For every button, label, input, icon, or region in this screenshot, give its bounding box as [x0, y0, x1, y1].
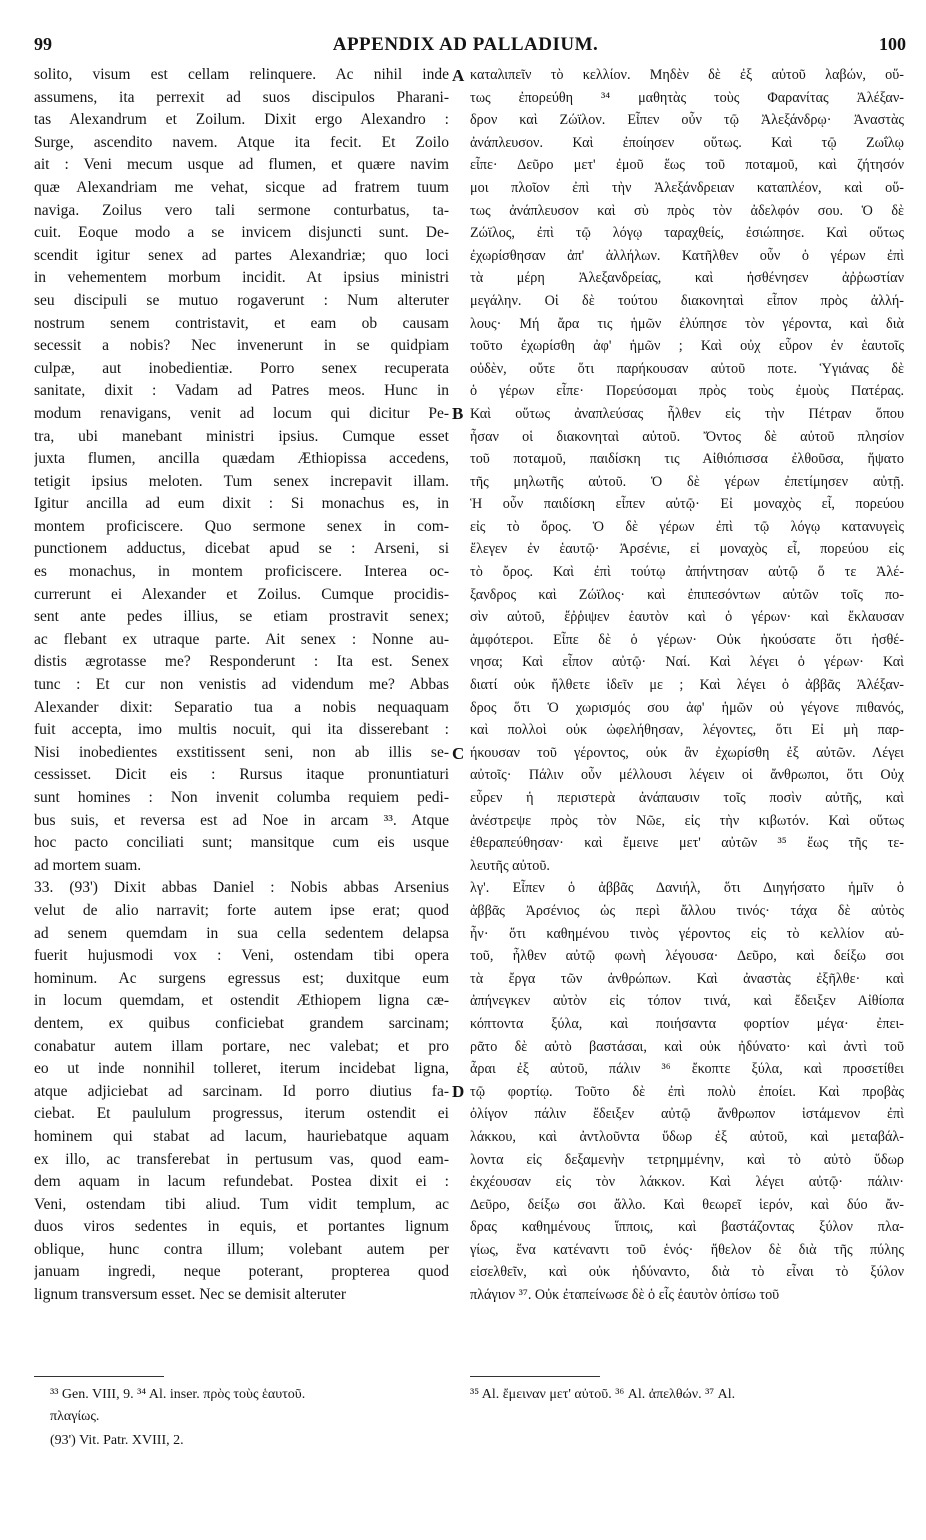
running-title: APPENDIX AD PALLADIUM.: [332, 34, 599, 55]
latin-text-line: oblique, hunc contra illum; volebant autem per: [34, 1240, 449, 1258]
greek-text-line: εἶπε· Δεῦρο μετ' ἐμοῦ ἕως τοῦ ποταμοῦ, καὶ ζήτησόν: [470, 157, 904, 174]
latin-text-line: sanitate, dixit : Vadam ad Patres meos. Hunc in: [34, 382, 449, 400]
latin-text-line: Veni, ostendam tibi aliud. Tum vidit templum, ac: [34, 1195, 449, 1213]
greek-text-line: μεγάλην. Οἱ δὲ τούτου διακονηταὶ εἶπον πρὸς ἀλλή-: [470, 292, 904, 309]
margin-marker-c: C: [452, 744, 465, 763]
greek-text-line: ἐκχέουσαν εἰς τὸν λάκκον. Καὶ λέγει αὐτῷ· πάλιν·: [470, 1174, 904, 1191]
latin-text-line: atque adjiciebat ad sarcinam. Id porro diutius fa-: [34, 1082, 449, 1100]
greek-text-line: ἔλεγεν ἐν ἑαυτῷ· Ἀρσένιε, εἰ μοναχὸς εἶ, πορεύου εἰς: [470, 541, 904, 558]
greek-text-line: δρος ὅτι Ὁ χωρισμός σου ἀφ' ἡμῶν οὐ γέγονε πιθανός,: [470, 699, 904, 716]
latin-text-line: eo ut inde nonnihil tolleret, iterum incidebat ligna,: [34, 1060, 449, 1078]
greek-text-line: Ζώϊλος, ἐπὶ τῷ λόγῳ ταραχθείς, ἐσιώπησε. Καὶ οὕτως: [470, 225, 904, 242]
footnote-left-line: ³³ Gen. VIII, 9. ³⁴ Al. inser. πρὸς τοὺς ἑαυτοῦ.: [50, 1387, 306, 1402]
latin-text-line: assumens, ita perrexit ad suos discipulos Pharani-: [34, 88, 449, 106]
greek-text-line: ἀπήνεγκεν αὐτὸν εἰς τόπον τινά, καὶ ἔδειξεν Αἰθίοπα: [470, 993, 904, 1010]
latin-text-line: nostrum senem contristavit, et eam ob causam: [34, 314, 449, 332]
latin-text-line: distis ægrotasse me? Responderunt : Ita est. Senex: [34, 653, 449, 671]
greek-text-line: τοῦτο ἐχωρίσθη ἀφ' ἡμῶν ; Καὶ οὐχ εὗρον ἐν ἑαυτοῖς: [470, 338, 904, 355]
latin-text-line: culpæ, aut inobedientiæ. Porro senex recuperata: [34, 359, 449, 377]
latin-text-line: modum renavigans, venit ad locum qui dicitur Pe-: [34, 404, 449, 422]
greek-text-line: εἰσελθεῖν, καὶ οὐκ ἠδύναντο, διὰ τὸ εἶναι τὸ ξύλον: [470, 1264, 904, 1281]
latin-text-line: naviga. Zoilus vero tali sermone conturbatus, ta-: [34, 201, 449, 219]
latin-text-line: fuit accepta, imo multis nocuit, qui ita disserebant :: [34, 721, 449, 739]
greek-text-line: μοι πλοῖον ἐπὶ τὴν Ἀλεξάνδρειαν καταπλέον, καὶ οὕ-: [470, 179, 904, 196]
latin-text-line: cessisset. Dicit eis : Rursus itaque pronuntiaturi: [34, 766, 449, 784]
greek-text-line: ήκουσαν τοῦ γέροντος, οὐκ ἂν ἐχωρίσθη ἐξ αὐτῶν. Λέγει: [470, 744, 904, 761]
greek-text-line: λοντα εἰς δεξαμενὴν τετρημμένην, καὶ τὸ αὐτὸ ὕδωρ: [470, 1151, 904, 1168]
greek-text-line: τὸ ὄρος. Καὶ ἐπὶ τούτῳ ἀπήντησαν αὐτῷ ὅ τε Ἀλέ-: [470, 564, 904, 581]
greek-text-line: λους· Μή ἄρα τις ἡμῶν ἐλύπησε τὸν γέροντα, καὶ διὰ: [470, 315, 904, 332]
greek-text-line: τως ἀνάπλευσον καὶ σὺ πρὸς τὸν ἀδελφόν σου. Ὁ δὲ: [470, 202, 904, 219]
greek-text-line: κόπτοντα ξύλα, καὶ ποιήσαντα φορτίον μέγα· ἐπει-: [470, 1015, 904, 1032]
greek-text-line: λάκκου, καὶ ἀντλοῦντα ὕδωρ ἐξ αὐτοῦ, καὶ μεταβάλ-: [470, 1128, 904, 1145]
latin-text-line: cuit. Eoque modo a se invicem disjuncti sunt. De-: [34, 224, 449, 242]
latin-text-line: montem proficiscere. Quo sermone senex in com-: [34, 517, 449, 535]
footnote-rule-left: [34, 1376, 164, 1377]
greek-text-line: ἀμφότεροι. Εἶπε δὲ ὁ γέρων· Οὐκ ἠκούσατε ὅτι ἠσθέ-: [470, 631, 904, 648]
greek-text-line: λγ'. Εἶπεν ὁ ἀββᾶς Δανιήλ, ὅτι Διηγήσατο ἡμῖν ὁ: [470, 880, 904, 897]
latin-text-line: tas Alexandrum et Zoilum. Dixit ergo Alexandro :: [34, 111, 449, 129]
footnotes-left: [50, 1384, 450, 1428]
latin-text-line: ac flebant ex utraque parte. Ait senex : Nonne au-: [34, 630, 449, 648]
latin-text-line: duos viros sedentes in equis, et portantes lignum: [34, 1218, 449, 1236]
greek-text-line: τως ἐπορεύθη ³⁴ μαθητὰς τοὺς Φαρανίτας Ἀλέξαν-: [470, 89, 904, 106]
greek-text-line: ὁ γέρων εἶπε· Πορεύσομαι πρὸς τοὺς ἐμοὺς Πατέρας.: [470, 383, 904, 400]
greek-text-line: τοῦ, ἦλθεν αὐτῷ φωνὴ λέγουσα· Δεῦρο, καὶ δείξω σοι: [470, 948, 904, 965]
latin-text-line: ad mortem suam.: [34, 856, 142, 874]
margin-marker-a: A: [452, 66, 465, 85]
latin-text-line: 33. (93') Dixit abbas Daniel : Nobis abbas Arsenius: [34, 879, 449, 897]
latin-text-line: hoc pacto conciliati sunt; mansitque cum eis usque: [34, 834, 449, 852]
latin-text-line: conabatur autem illam portare, nec valebat; et pro: [34, 1037, 449, 1055]
latin-text-line: fuerit hujusmodi vox : Veni, ostendam tibi opera: [34, 947, 449, 965]
latin-text-line: seu discipuli se mutuo rogaverunt : Num alteruter: [34, 291, 449, 309]
latin-text-line: ait : Veni mecum usque ad flumen, et quære navim: [34, 156, 449, 174]
greek-text-line: ρᾶτο δὲ αὐτὸ βαστάσαι, καὶ οὐκ ἠδύνατο· καὶ ἀντὶ τοῦ: [470, 1038, 904, 1055]
source-note: [50, 1430, 450, 1452]
latin-text-line: Igitur ancilla ad eum dixit : Si monachus es, in: [34, 495, 449, 513]
latin-text-line: quæ Alexandriam me vehat, sicque ad fratrem tuum: [34, 178, 449, 196]
greek-text-line: τῆς μηλωτῆς αὐτοῦ. Ὁ δὲ γέρων ἐπετίμησεν αὐτῇ.: [470, 473, 904, 490]
latin-text-line: juxta flumen, ancilla quædam Æthiopissa accedens,: [34, 450, 449, 468]
greek-text-line: Καὶ οὕτως ἀναπλεύσας ἦλθεν εἰς τὴν Πέτραν ὅπου: [470, 405, 904, 422]
greek-text-line: εὗρεν ἡ περιστερὰ ἀνάπαυσιν τοῖς ποσὶν αὐτῆς, καὶ: [470, 790, 904, 806]
greek-text-line: τὰ ἔργα τῶν ἀνθρώπων. Καὶ ἀναστὰς ἐξῆλθε· καὶ: [470, 970, 904, 987]
latin-text-line: currerunt ei Alexander et Zoilus. Cumque procidis-: [34, 585, 449, 603]
latin-text-line: ex illo, ac transferebat in pertusum vas, quod eam-: [34, 1150, 449, 1168]
latin-text-line: bus suis, et reversa est ad Noe in arcam ³³. Atque: [34, 811, 449, 829]
greek-text-line: νησα; Καὶ εἶπον αὐτῷ· Ναί. Καὶ λέγει ὁ γέρων· Καὶ: [470, 654, 904, 671]
latin-column: [34, 64, 449, 1540]
latin-text-line: punctionem adductus, dicebat apud se : Arseni, si: [34, 540, 449, 558]
greek-text-line: λευτῆς αὐτοῦ.: [470, 857, 550, 874]
right-page-number: 100: [879, 34, 906, 54]
latin-text-line: tra, ubi manebant ministri ipsius. Cumque esset: [34, 427, 449, 445]
latin-text-line: Nisi inobedientes exstitissent seni, non ab illis se-: [34, 743, 449, 761]
greek-text-line: Ἡ οὖν παιδίσκη εἶπεν αὐτῷ· Εἰ μοναχὸς εἶ, πορεύου: [470, 496, 904, 513]
footnotes-right: [470, 1384, 904, 1406]
greek-text-line: ἐχωρίσθησαν ἀπ' ἀλλήλων. Κατῆλθεν οὖν ὁ γέρων ἐπὶ: [470, 247, 904, 264]
latin-text-line: in vehementem morbum incidit. At ipsius ministri: [34, 269, 449, 287]
greek-text-line: ἆραι ἐξ αὐτοῦ, πάλιν ³⁶ ἔκοπτε ξύλα, καὶ προσετίθει: [470, 1061, 904, 1078]
source-note-text: (93') Vit. Patr. XVIII, 2.: [50, 1433, 184, 1448]
latin-text-line: sent ante pedes illius, se etiam prostravit senex;: [34, 608, 449, 626]
greek-text-line: τῷ φορτίῳ. Τοῦτο δὲ ἐπὶ πολὺ ἐποίει. Καὶ προβὰς: [470, 1083, 904, 1100]
latin-text-line: tetigit ipsius meloten. Tum senex increpavit illam.: [34, 472, 449, 490]
greek-text-line: πλάγιον ³⁷. Οὐκ ἐταπείνωσε δὲ ὁ εἷς ἑαυτὸν ὀπίσω τοῦ: [470, 1287, 780, 1304]
margin-marker-d: D: [452, 1082, 465, 1101]
greek-text-line: ξανδρος καὶ Ζώϊλος· καὶ ἐπιπεσόντων αὐτῶν τοῖς πο-: [470, 586, 904, 603]
latin-text-line: dentem, ex quibus conficiebat grandem sarcinam;: [34, 1014, 449, 1032]
latin-text-line: januam ingredi, neque poterant, propterea quod: [34, 1263, 449, 1281]
greek-text-line: ἀνέστρεψε πρὸς τὸν Νῶε, εἰς τὴν κιβωτόν. Καὶ οὕτως: [470, 812, 904, 829]
latin-text-line: hominum. Ac surgens egressus est; duxitque eum: [34, 969, 449, 987]
greek-column: [470, 64, 904, 1540]
greek-text-line: ἐθεραπεύθησαν· καὶ ἔμεινε μετ' αὐτῶν ³⁵ ἕως τῆς τε-: [470, 835, 904, 852]
latin-text-line: Alexander dixit: Separatio tua a nobis nequaquam: [34, 698, 449, 716]
latin-text-line: lignum transversum esset. Nec se demisit alteruter: [34, 1286, 347, 1304]
latin-text-line: dem aquam in lacum refundebat. Postea dixit ei :: [34, 1173, 449, 1191]
left-page-number: 99: [34, 34, 52, 54]
greek-text-line: γίως, ἕνα κατέναντι τοῦ ἑνός· ἤθελον δὲ διὰ τῆς πύλης: [470, 1241, 904, 1258]
latin-text-line: hominem qui stabat ad lacum, hauriebatque aquam: [34, 1127, 449, 1145]
greek-text-line: ἦσαν οἱ διακονηταὶ αὐτοῦ. Ὄντος δὲ αὐτοῦ πλησίον: [470, 428, 904, 445]
latin-text-line: ad senem quemdam in sua cella sedentem delapsa: [34, 924, 449, 942]
greek-text-line: καταλιπεῖν τὸ κελλίον. Μηδὲν δὲ ἐξ αὐτοῦ λαβών, οὕ-: [470, 67, 904, 83]
latin-text-line: secessit a nobis? Nec invenerunt in se quidpiam: [34, 337, 449, 355]
latin-text-line: solito, visum est cellam relinquere. Ac nihil inde: [34, 66, 449, 83]
greek-text-line: οὐδὲν, οὔτε ὅτι παρήκουσαν αὐτοῦ ποτε. Ὑγιάνας δὲ: [470, 360, 904, 377]
greek-text-line: τοῦ ποταμοῦ, παιδίσκη τις Αἰθιόπισσα ἐλθοῦσα, ἥψατο: [470, 451, 904, 468]
greek-text-line: σὶν αὐτοῦ, ἔῤῥιψεν ἑαυτὸν καὶ ὁ γέρων· καὶ ἔκλαυσαν: [470, 609, 904, 626]
latin-text-line: velut de alio narravit; forte autem ipse erat; quod: [34, 901, 449, 919]
margin-marker-b: B: [452, 404, 464, 423]
latin-text-line: es monachus, in montem proficiscere. Interea oc-: [34, 563, 449, 581]
latin-text-line: tunc : Et cur non venistis ad videndum me? Abbas: [34, 676, 449, 694]
greek-text-line: ὀλίγον πάλιν ἔδειξεν αὐτῷ ἄνθρωπον ἱστάμενον ἐπὶ: [470, 1106, 904, 1123]
greek-text-line: εἰς τὸ ὄρος. Ὁ δὲ γέρων ἐπὶ τῷ λόγῳ κατανυγεὶς: [470, 518, 904, 535]
footnote-right-line: ³⁵ Al. ἔμειναν μετ' αὐτοῦ. ³⁶ Al. ἀπελθών. ³⁷ Al.: [470, 1387, 736, 1402]
latin-text-line: in locum quemdam, et ostendit Æthiopem ligna cæ-: [34, 992, 449, 1010]
latin-text-line: Surge, ascendito navem. Atque ita fecit. Et Zoilo: [34, 133, 449, 151]
latin-text-line: scendit igitur senex ad partes Alexandriæ; quo loci: [34, 246, 449, 264]
latin-text-line: ciebat. Et paululum progressus, iterum ostendit ei: [34, 1105, 449, 1123]
greek-text-line: ἀββᾶς Ἀρσένιος ὡς περὶ ἄλλου τινός· τάχα δὲ αὐτὸς: [470, 902, 904, 919]
footnote-left-line: πλαγίως.: [50, 1409, 100, 1424]
greek-text-line: καὶ πολλοὶ οὐκ ὠφελήθησαν, λέγοντες, ὅτι Εἰ μὴ παρ-: [470, 722, 904, 739]
greek-text-line: ἀνάπλευσον. Καὶ ἐποίησεν οὕτως. Καὶ τῷ Ζωΐλῳ: [470, 134, 904, 151]
greek-text-line: ἦν· ὅτι καθημένου τινὸς γέροντος εἰς τὸ κελλίον αὐ-: [470, 925, 904, 942]
running-header: [34, 34, 906, 58]
greek-text-line: Δεῦρο, δείξω σοι ἄλλο. Καὶ θεωρεῖ ἱερόν, καὶ δύο ἄν-: [470, 1196, 904, 1213]
greek-text-line: δρον καὶ Ζώϊλον. Εἶπεν οὖν τῷ Ἀλεξάνδρῳ· Ἀναστὰς: [470, 112, 904, 129]
greek-text-line: διατί οὐκ ἤλθετε ἰδεῖν με ; Καὶ λέγει ὁ ἀββᾶς Ἀλέξαν-: [470, 677, 904, 694]
greek-text-line: αὐτοῖς· Πάλιν οὖν μέλλουσι λέγειν οἱ ἄνθρωποι, ὅτι Οὐχ: [470, 767, 904, 784]
greek-text-line: δρας καθημένους ἵπποις, καὶ βαστάζοντας ξύλον πλα-: [470, 1219, 904, 1236]
latin-text-line: sunt homines : Non invenit columba requiem pedi-: [34, 789, 449, 806]
greek-text-line: τὰ μέρη Ἀλεξανδρείας, καὶ ἠσθένησεν ἀῤῥωστίαν: [470, 270, 904, 287]
footnote-rule-right: [470, 1376, 600, 1377]
